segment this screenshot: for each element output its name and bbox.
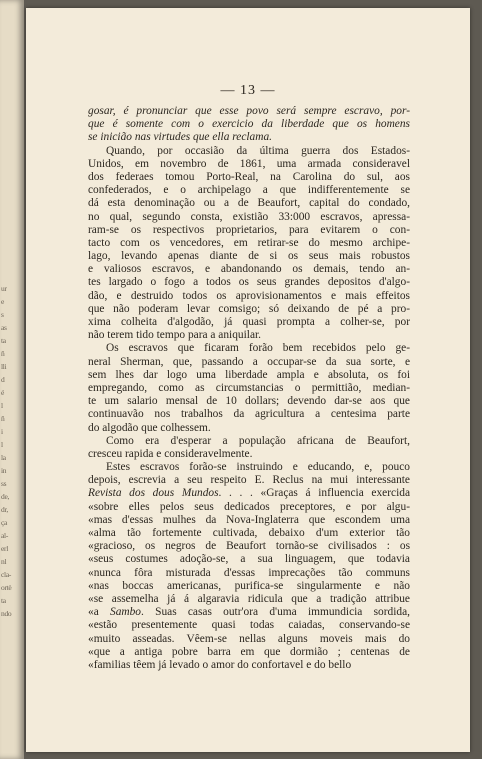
facing-page-fragment: dr, [1, 506, 8, 514]
text-line: «seus costumes adoção-se, a sua linguagem, que todavia [88, 553, 410, 566]
text-line: confederados, e o archipelago a que indifferentemente se [88, 184, 410, 197]
text-line: «muito asseadas. Vêem-se nellas alguns moveis mais do [88, 632, 410, 645]
text-line: continuavão nos trabalhos da agricultura a centesima parte [88, 408, 410, 421]
text-line: «a Sambo. Suas casas outr'ora d'uma immundicia sordida, [88, 606, 410, 619]
facing-page-fragment: ss [1, 480, 7, 488]
facing-page-fragment: ça [1, 519, 8, 527]
text-line: se inicião nas virtudes que ella reclama. [88, 131, 273, 144]
text-line: tacto com os vencedores, em retirar-se do mesmo archipe- [88, 236, 410, 249]
text-line: no qual, segundo consta, existião 33:000 escravos, apressa- [88, 210, 410, 223]
facing-page-fragment: d [1, 376, 5, 384]
facing-page-fragment: in [1, 467, 7, 475]
text-line: cresceu rapida e consideravelmente. [88, 447, 253, 460]
facing-page-fragment: l [1, 402, 3, 410]
text-line: que é somente com o exercicio da liberdade que os homens [88, 118, 410, 131]
text-line: Os escravos que ficaram forão bem recebidos pelo ge- [106, 342, 410, 355]
text-line: Quando, por occasião da última guerra dos Estados- [106, 144, 410, 157]
text-line: dos federaes tomou Porto-Real, na Carolina do sul, aos [88, 170, 410, 183]
text-line: «se assemelha já á algaravia ridicula que a tradição attribue [88, 592, 410, 605]
facing-page-fragment: ta [1, 597, 6, 605]
text-line: tes largado o fogo a todos os seus grandes depositos d'algo- [88, 276, 410, 289]
facing-page-fragment: ndo [1, 610, 12, 618]
text-line: «alma tão fortemente cultivada, debaixo d'um exterior tão [88, 527, 410, 539]
facing-page-fragment: al- [1, 532, 9, 540]
facing-page-fragment: de, [1, 493, 10, 501]
text-line: depois, escrevia a seu respeito E. Reclus na mui interessante [88, 474, 410, 487]
facing-page-edge [0, 0, 24, 759]
text-line: que não poderam levar comsigo; só deixando de pé a pro- [88, 302, 410, 315]
facing-page-fragment: s [1, 311, 4, 319]
text-line: dão, e destruido todos os aprovisionamentos e mais effeitos [88, 289, 410, 302]
text-line: «que a antiga pobre barra em que dormião ; centenas de [88, 645, 410, 658]
body-text [88, 105, 410, 672]
facing-page-fragment: lli [1, 363, 7, 371]
text-line: Unidos, em novembro de 1861, uma armada consideravel [88, 157, 410, 170]
facing-page-fragment: é [1, 389, 5, 397]
text-line: e valiosos escravos, e abandonando os demais, tendo an- [88, 263, 410, 276]
text-line: do algodão que colhessem. [88, 421, 211, 434]
text-line: «sobre elles pelos seus dedicados preceptores, e por algu- [88, 500, 410, 513]
facing-page-fragment: i [1, 428, 3, 436]
facing-page-fragment: nl [1, 558, 7, 566]
text-line: «familias têem já levado o amor do confortavel e do bello [88, 658, 352, 671]
text-line: gosar, é pronunciar que esse povo será sempre escravo, por- [88, 105, 410, 117]
facing-page-fragment: ñ [1, 415, 5, 423]
facing-page-fragment: la [1, 454, 6, 462]
text-line: lago, levando apenas diante de si os seus mais robustos [88, 250, 410, 263]
facing-page-fragment: ñ [1, 350, 5, 358]
text-line: Como era d'esperar a população africana de Beaufort, [106, 434, 410, 447]
facing-page-fragment: ta [1, 337, 6, 345]
text-line: dá esta denominação ou a de Beaufort, capital do condado, [88, 197, 410, 210]
text-line: Revista dos dous Mundos. . . . «Graças á influencia exercida [88, 487, 410, 500]
text-line: sem lhes dar logo uma liberdade ampla e absoluta, os foi [88, 368, 410, 381]
book-page [26, 8, 470, 752]
facing-page-fragment: ortè [1, 584, 12, 592]
facing-page-fragment: e [1, 298, 5, 306]
facing-page-fragment: cla- [1, 571, 12, 579]
text-line: ram-se os respectivos proprietarios, para evitarem o con- [88, 223, 410, 236]
text-line: Estes escravos forão-se instruindo e educando, e, pouco [106, 461, 410, 474]
text-line: não terem tido tempo para a aniquilar. [88, 329, 262, 342]
text-line: te um salario mensal de 10 dollars; devendo dar-se aos que [88, 395, 410, 408]
text-line: «nas boccas americanas, purifica-se singularmente e não [88, 579, 410, 592]
facing-page-fragment: erl [1, 545, 9, 553]
text-line: «nunca fôra misturada d'essas imprecações tão communs [88, 566, 410, 579]
text-line: neral Sherman, que, passando a occupar-se da sua sorte, e [88, 355, 410, 368]
text-line: «estão presentemente quasi todas caiadas, conservando-se [88, 619, 410, 632]
text-line: «gracioso, os negros de Beaufort tornão-se civilisados : os [88, 540, 410, 553]
text-line: «mas d'essas mulhes da Nova-Inglaterra que escondem uma [88, 513, 410, 526]
facing-page-fragment: ur [1, 285, 7, 293]
text-line: empregando, como as circumstancias o permittião, median- [88, 381, 410, 394]
facing-page-fragment: as [1, 324, 7, 332]
text-line: xima colheita d'algodão, já quasi prompta a colher-se, por [88, 316, 410, 328]
facing-page-fragment: l [1, 441, 3, 449]
page-number: — 13 — [220, 83, 276, 98]
